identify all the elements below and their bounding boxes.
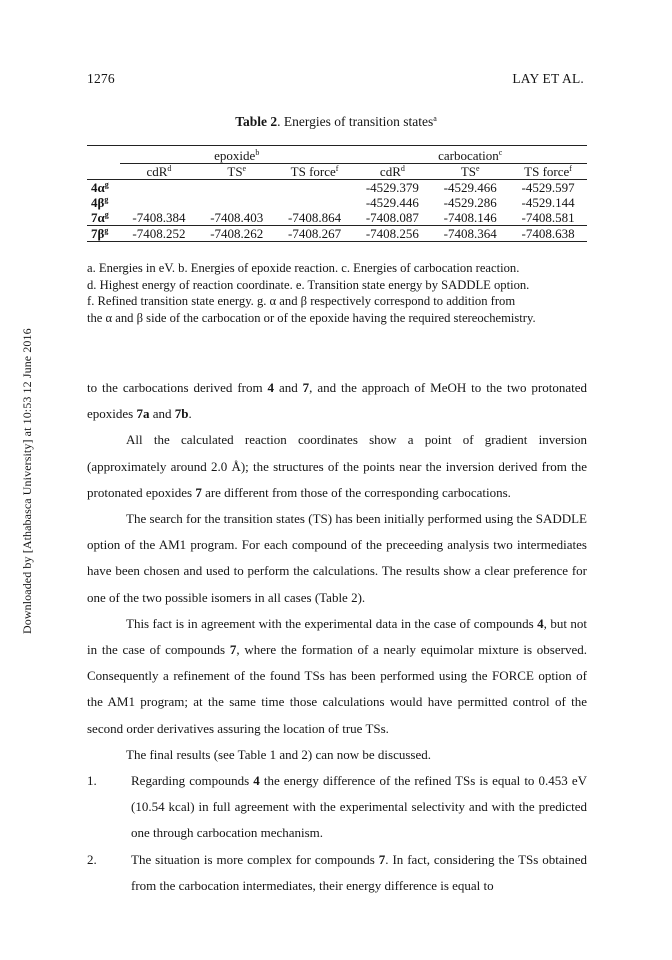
column-header-compound <box>87 164 120 180</box>
column-header: cdR$^d$ <box>353 164 431 180</box>
compound-label: $4\beta^g$ <box>91 195 109 210</box>
footnote-line: a. Energies in eV. b. Energies of epoxide reaction. c. Energies of carbocation reaction. <box>87 261 520 275</box>
table-cell: -7408.087 <box>353 210 431 226</box>
table-cell <box>276 195 354 210</box>
column-header: cdR$^d$ <box>120 164 198 180</box>
table-label: Table 2 <box>235 114 278 129</box>
energy-table <box>87 145 587 242</box>
table-row <box>87 180 587 196</box>
table-cell: -4529.466 <box>443 180 497 195</box>
numbered-item: 1. Regarding compounds 4 the energy difference of the refined TSs is equal to 0.453 eV (10.54 kcal) in full agreement with the experimental selectivity and with the predicted one through carbocation mechanism. <box>87 768 587 847</box>
running-head: LAY ET AL. <box>512 71 584 86</box>
column-header: $TS^e$ <box>431 164 509 180</box>
compound-label: $4\alpha^g$ <box>91 180 109 195</box>
table-cell: -7408.638 <box>521 226 575 241</box>
table-cell: -4529.446 <box>365 195 419 210</box>
footnote-line: the α and β side of the carbocation or of the epoxide having the required stereochemistry. <box>87 310 536 325</box>
download-watermark: Downloaded by [Athabasca University] at 10:53 12 June 2016 <box>20 328 34 634</box>
numbered-item: 2. The situation is more complex for compounds 7. In fact, considering the TSs obtained from the carbocation intermediates, their energy difference is equal to <box>87 847 587 899</box>
table-cell: -7408.262 <box>210 226 264 241</box>
table-cell <box>120 180 198 196</box>
compound-label: $7\alpha^g$ <box>87 210 120 226</box>
table-cell: -7408.146 <box>431 210 509 226</box>
table-cell: -7408.384 <box>120 210 198 226</box>
column-header: $TS^e$ <box>198 164 276 180</box>
table-title-footnote-mark: a <box>433 114 437 123</box>
compound-label: $7\beta^g$ <box>91 226 109 241</box>
group-header-epoxide: epoxide$^b$ <box>120 146 353 165</box>
table-cell: -4529.597 <box>521 180 575 195</box>
table-row <box>87 195 587 210</box>
table-cell: -4529.379 <box>365 180 419 195</box>
table-cell: -7408.364 <box>443 226 497 241</box>
page-number: 1276 <box>87 71 115 86</box>
body-text <box>87 375 587 899</box>
table-cell <box>276 180 354 196</box>
item-number: 1. <box>87 773 97 789</box>
column-header: TS force$^f$ <box>276 164 354 180</box>
table-caption <box>0 114 672 130</box>
table-title: . Energies of transition states <box>277 114 434 129</box>
paragraph: This fact is in agreement with the experimental data in the case of compounds 4, but not in the case of compounds 7, where the formation of a nearly equimolar mixture is observed. Consequently a refinement of the found TSs has been performed using the FORCE option of the AM1 program; at the same time those calculations would have permitted control of the second order derivatives assuring the location of true TSs. <box>87 615 587 736</box>
table-corner <box>87 146 120 165</box>
table-footnotes <box>87 260 587 326</box>
column-header: TS force$^f$ <box>509 164 587 180</box>
table-cell <box>120 195 198 210</box>
table-cell <box>198 180 276 196</box>
table-cell: -4529.286 <box>443 195 497 210</box>
footnote-line: f. Refined transition state energy. g. α and β respectively correspond to addition from <box>87 294 516 308</box>
table-cell: -7408.403 <box>198 210 276 226</box>
table-cell: -7408.252 <box>132 226 186 241</box>
group-header-carbocation: carbocation$^c$ <box>353 146 587 165</box>
paragraph: The search for the transition states (TS) has been initially performed using the SADDLE option of the AM1 program. For each compound of the preceeding analysis two intermediates have been chosen and used to perform the calculations. The results show a clear preference for one of the two possible isomers in all cases (Table 2). <box>87 511 587 605</box>
item-number: 2. <box>87 851 97 867</box>
footnote-line: d. Highest energy of reaction coordinate. e. Transition state energy by SADDLE option. <box>87 277 530 292</box>
table-cell <box>198 195 276 210</box>
table-cell: -7408.581 <box>509 210 587 226</box>
table-cell: -7408.864 <box>276 210 354 226</box>
table-cell: -7408.267 <box>288 226 342 241</box>
paragraph: The final results (see Table 1 and 2) can now be discussed. <box>126 746 431 762</box>
table-row <box>87 226 587 242</box>
table-cell: -7408.256 <box>365 226 419 241</box>
table-row <box>87 210 587 226</box>
table-cell: -4529.144 <box>521 195 575 210</box>
paragraph: All the calculated reaction coordinates show a point of gradient inversion (approximately around 2.0 Å); the structures of the points near the inversion derived from the protonated epoxides 7 are different from those of the corresponding carbocations. <box>87 432 587 500</box>
paragraph: to the carbocations derived from 4 and 7, and the approach of MeOH to the two protonated epoxides 7a and 7b. <box>87 380 588 422</box>
